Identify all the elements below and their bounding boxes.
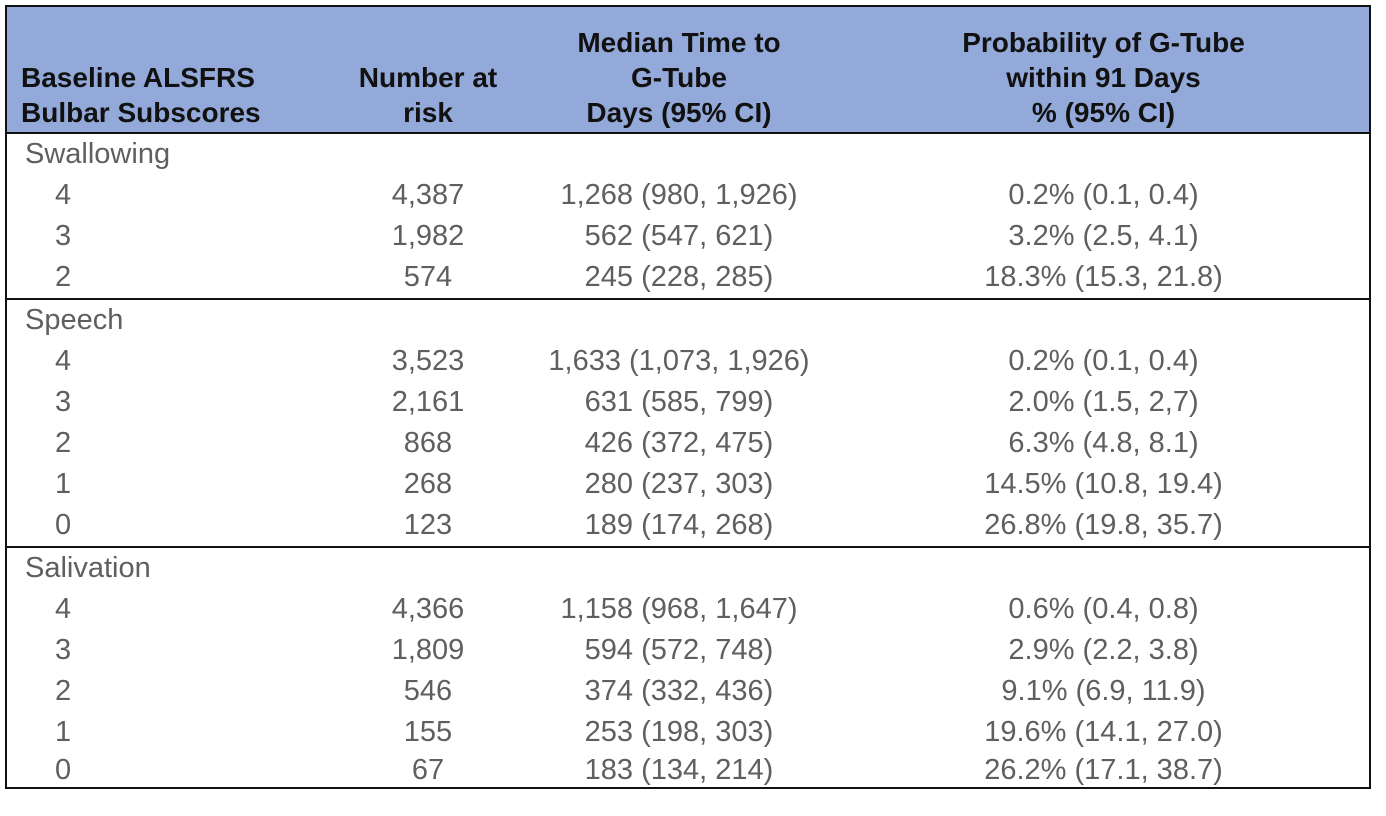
number-at-risk-cell: 546 xyxy=(403,675,453,707)
median-time-cell: 374 (332, 436) xyxy=(584,675,774,707)
header-number-at-risk: Number at risk xyxy=(336,6,520,133)
score-cell: 1 xyxy=(6,464,336,505)
score-cell: 1 xyxy=(6,712,336,753)
probability-cell: 14.5% (10.8, 19.4) xyxy=(838,464,1370,505)
group-row-salivation xyxy=(6,547,1370,589)
number-at-risk-cell: 2,161 xyxy=(391,386,465,418)
probability-cell: 18.3% (15.3, 21.8) xyxy=(838,257,1370,299)
table-row xyxy=(6,464,1370,505)
score-cell: 4 xyxy=(6,175,336,216)
median-time-cell: 183 (134, 214) xyxy=(520,753,838,788)
group-label: Salivation xyxy=(6,547,838,589)
probability-cell: 9.1% (6.9, 11.9) xyxy=(838,671,1370,712)
score-cell: 4 xyxy=(6,589,336,630)
probability-cell: 0.2% (0.1, 0.4) xyxy=(838,175,1370,216)
median-time-cell: 594 (572, 748) xyxy=(584,634,774,666)
table-row xyxy=(6,257,1370,299)
table-row xyxy=(6,341,1370,382)
group-row-speech xyxy=(6,299,1370,341)
median-time-cell: 562 (547, 621) xyxy=(584,220,774,252)
table-row xyxy=(6,589,1370,630)
median-time-cell: 189 (174, 268) xyxy=(584,509,774,541)
number-at-risk-cell: 1,809 xyxy=(391,634,465,666)
table-row xyxy=(6,712,1370,753)
table-row xyxy=(6,505,1370,547)
score-cell: 2 xyxy=(6,423,336,464)
number-at-risk-cell: 4,387 xyxy=(391,179,465,211)
score-cell: 3 xyxy=(6,630,336,671)
number-at-risk-cell: 155 xyxy=(403,716,453,748)
table-row xyxy=(6,216,1370,257)
number-at-risk-cell: 868 xyxy=(403,427,453,459)
score-cell: 0 xyxy=(6,753,336,788)
probability-cell: 0.2% (0.1, 0.4) xyxy=(838,341,1370,382)
header-probability: Probability of G-Tube within 91 Days % (95% CI) xyxy=(838,6,1370,133)
table-row xyxy=(6,175,1370,216)
group-label: Speech xyxy=(6,299,838,341)
gtube-table xyxy=(5,5,1371,789)
probability-cell: 26.2% (17.1, 38.7) xyxy=(838,753,1370,788)
header-row xyxy=(6,6,1370,133)
score-cell: 0 xyxy=(6,505,336,547)
table-row xyxy=(6,753,1370,788)
probability-cell: 2.9% (2.2, 3.8) xyxy=(838,630,1370,671)
median-time-cell: 1,633 (1,073, 1,926) xyxy=(548,345,810,377)
score-cell: 2 xyxy=(6,671,336,712)
table-row xyxy=(6,423,1370,464)
number-at-risk-cell: 4,366 xyxy=(391,593,465,625)
median-time-cell: 1,268 (980, 1,926) xyxy=(560,179,798,211)
median-time-cell: 280 (237, 303) xyxy=(584,468,774,500)
number-at-risk-cell: 123 xyxy=(403,509,453,541)
score-cell: 3 xyxy=(6,216,336,257)
median-time-cell: 426 (372, 475) xyxy=(584,427,774,459)
median-time-cell: 631 (585, 799) xyxy=(584,386,774,418)
score-cell: 2 xyxy=(6,257,336,299)
number-at-risk-cell: 574 xyxy=(403,261,453,293)
probability-cell: 3.2% (2.5, 4.1) xyxy=(838,216,1370,257)
probability-cell: 19.6% (14.1, 27.0) xyxy=(838,712,1370,753)
median-time-cell: 253 (198, 303) xyxy=(584,716,774,748)
table-row xyxy=(6,382,1370,423)
number-at-risk-cell: 3,523 xyxy=(391,345,465,377)
number-at-risk-cell: 67 xyxy=(336,753,520,788)
table-row xyxy=(6,671,1370,712)
group-label: Swallowing xyxy=(6,133,838,175)
median-time-cell: 1,158 (968, 1,647) xyxy=(560,593,798,625)
median-time-cell: 245 (228, 285) xyxy=(584,261,774,293)
header-baseline-subscores: Baseline ALSFRS Bulbar Subscores xyxy=(6,6,336,133)
probability-cell: 6.3% (4.8, 8.1) xyxy=(838,423,1370,464)
number-at-risk-cell: 1,982 xyxy=(391,220,465,252)
probability-cell: 0.6% (0.4, 0.8) xyxy=(838,589,1370,630)
score-cell: 4 xyxy=(6,341,336,382)
probability-cell: 26.8% (19.8, 35.7) xyxy=(838,505,1370,547)
header-median-time: Median Time to G-Tube Days (95% CI) xyxy=(520,6,838,133)
probability-cell: 2.0% (1.5, 2,7) xyxy=(838,382,1370,423)
number-at-risk-cell: 268 xyxy=(403,468,453,500)
score-cell: 3 xyxy=(6,382,336,423)
group-row-swallowing xyxy=(6,133,1370,175)
table-row xyxy=(6,630,1370,671)
